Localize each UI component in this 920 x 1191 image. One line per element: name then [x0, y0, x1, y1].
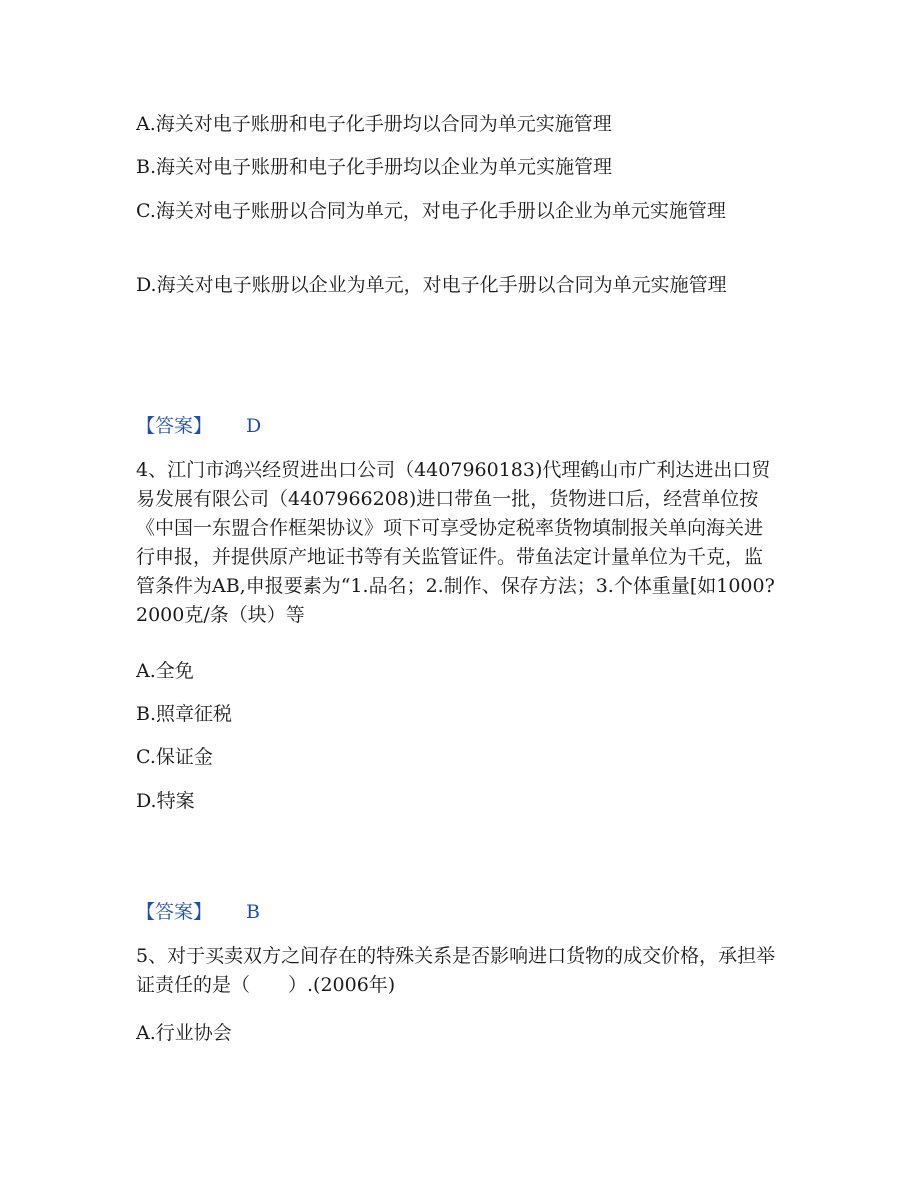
q3-option-c: C.海关对电子账册以合同为单元，对电子化手册以企业为单元实施管理: [136, 200, 726, 222]
answer-value: D: [246, 415, 262, 437]
q4-answer: [136, 900, 260, 924]
q3-option-d: D.海关对电子账册以企业为单元，对电子化手册以合同为单元实施管理: [136, 274, 727, 296]
q3-option-b: B.海关对电子账册和电子化手册均以企业为单元实施管理: [136, 156, 613, 178]
q5-option-a: A.行业协会: [136, 1022, 232, 1044]
q4-option-d: D.特案: [136, 790, 195, 812]
q4-option-b: B.照章征税: [136, 703, 233, 725]
q5-question-text: 5、对于买卖双方之间存在的特殊关系是否影响进口货物的成交价格，承担举证责任的是（ ）.(2006年): [136, 945, 776, 996]
q4-question-text: 4、江门市鸿兴经贸进出口公司（4407960183)代理鹤山市广利达进出口贸易发展有限公司（4407966208)进口带鱼一批，货物进口后，经营单位按《中国一东盟合作框架协议》项下可享受协定税率货物填制报关单向海关进行申报，并提供原产地证书等有关监管证件。带鱼法定计量单位为千克，监管条件为AB,申报要素为“1.品名；2.制作、保存方法；3.个体重量[如1000?2000克/条（块）等: [136, 459, 775, 626]
answer-value: B: [246, 901, 260, 923]
answer-label: 【答案】: [136, 415, 213, 437]
q3-option-a: A.海关对电子账册和电子化手册均以合同为单元实施管理: [136, 113, 612, 135]
q3-answer: [136, 414, 261, 438]
q4-option-a: A.全免: [136, 660, 194, 682]
q4-option-c: C.保证金: [136, 746, 213, 768]
answer-label: 【答案】: [136, 901, 213, 923]
